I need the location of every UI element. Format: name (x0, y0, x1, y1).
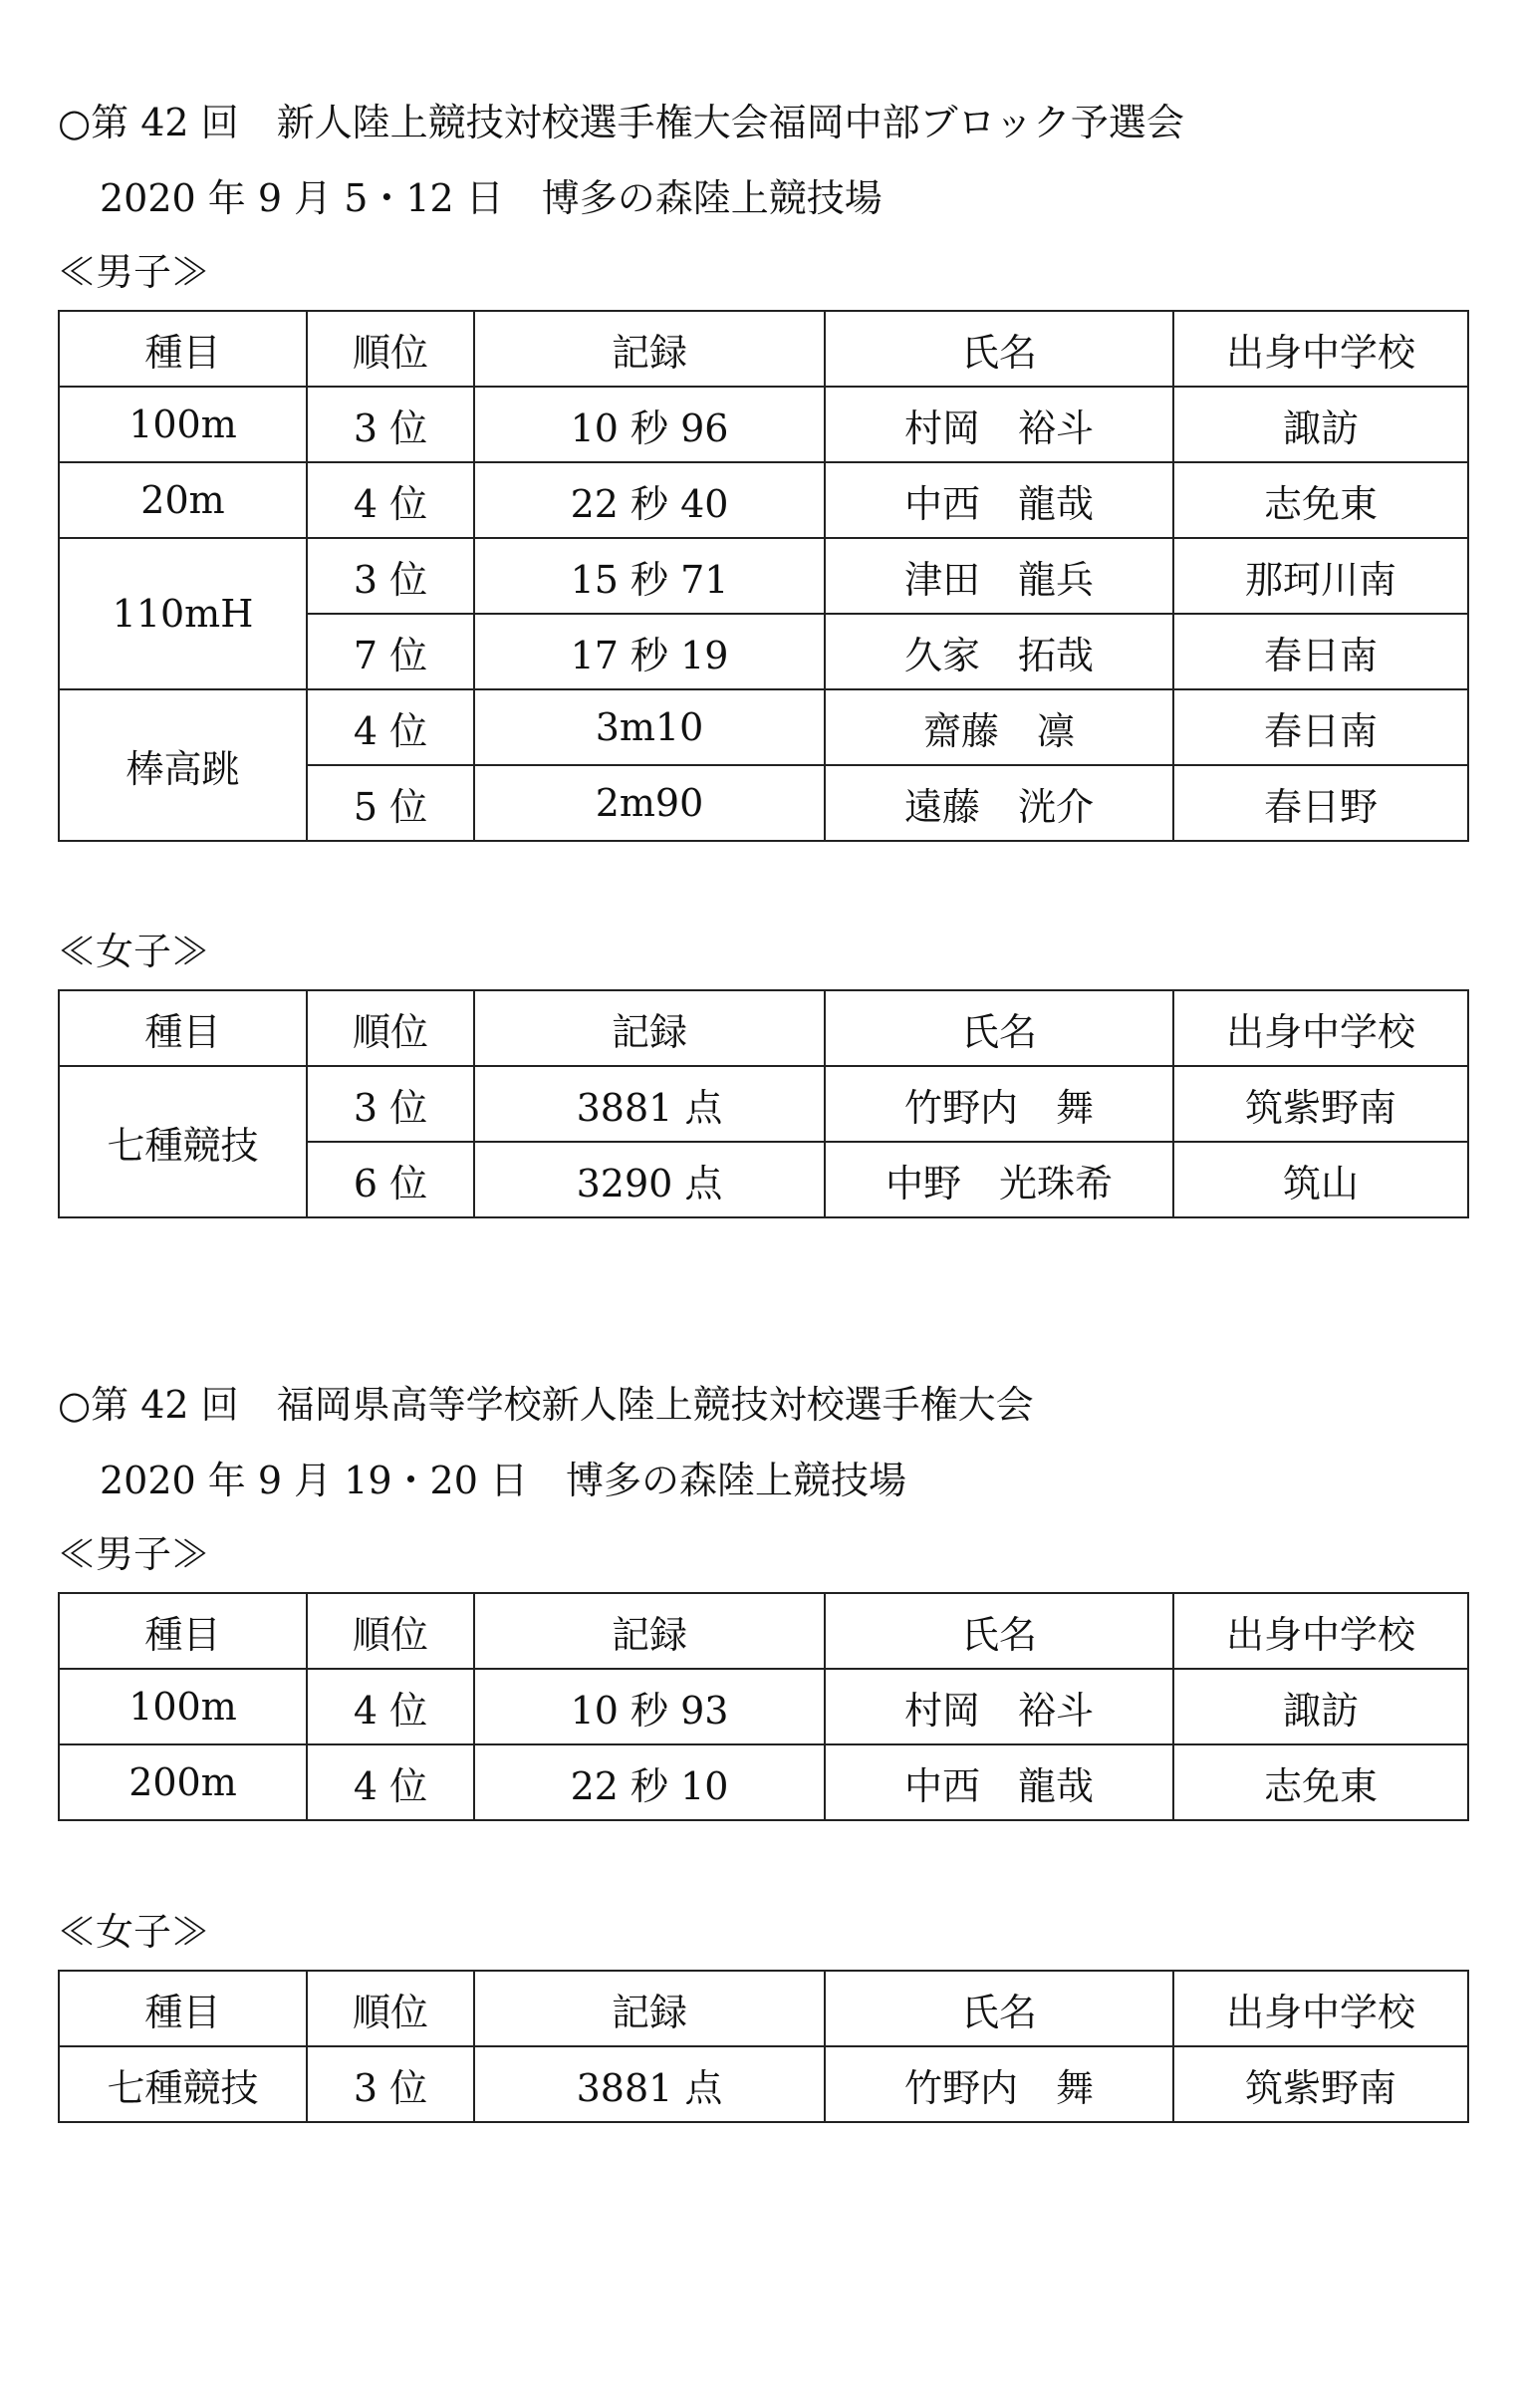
table-header-row (59, 311, 1468, 387)
header-event: 種目 (59, 1971, 307, 2046)
name-cell: 中野 光珠希 (825, 1142, 1173, 1217)
school-cell: 筑山 (1173, 1142, 1468, 1217)
header-school: 出身中学校 (1173, 990, 1468, 1066)
school-cell: 諏訪 (1173, 387, 1468, 462)
school-cell: 春日南 (1173, 689, 1468, 765)
table-header-row (59, 1971, 1468, 2046)
header-name: 氏名 (825, 990, 1173, 1066)
rank-cell: 4 位 (307, 1744, 474, 1820)
name-cell: 津田 龍兵 (825, 538, 1173, 614)
header-event: 種目 (59, 1593, 307, 1669)
table-row (59, 387, 1468, 462)
name-cell: 久家 拓哉 (825, 614, 1173, 689)
header-school: 出身中学校 (1173, 311, 1468, 387)
school-cell: 筑紫野南 (1173, 1066, 1468, 1142)
table-row (59, 1744, 1468, 1820)
rank-cell: 6 位 (307, 1142, 474, 1217)
record-cell: 17 秒 19 (474, 614, 825, 689)
rank-cell: 4 位 (307, 1669, 474, 1744)
meet-2-women-label: ≪女子≫ (58, 1910, 210, 1954)
meet-1-women-table (58, 989, 1469, 1218)
school-cell: 志免東 (1173, 1744, 1468, 1820)
table-header-row (59, 1593, 1468, 1669)
header-name: 氏名 (825, 1593, 1173, 1669)
school-cell: 春日野 (1173, 765, 1468, 841)
name-cell: 村岡 裕斗 (825, 1669, 1173, 1744)
event-cell: 200m (59, 1744, 307, 1820)
event-cell: 110mH (59, 538, 307, 689)
event-cell: 20m (59, 462, 307, 538)
header-rank: 順位 (307, 990, 474, 1066)
school-cell: 那珂川南 (1173, 538, 1468, 614)
meet-2-women-table (58, 1970, 1469, 2123)
meet-1-date-venue: 2020 年 9 月 5・12 日 博多の森陸上競技場 (100, 176, 883, 220)
table-row (59, 462, 1468, 538)
event-cell: 100m (59, 387, 307, 462)
name-cell: 村岡 裕斗 (825, 387, 1173, 462)
rank-cell: 3 位 (307, 387, 474, 462)
school-cell: 志免東 (1173, 462, 1468, 538)
record-cell: 10 秒 93 (474, 1669, 825, 1744)
rank-cell: 3 位 (307, 538, 474, 614)
header-name: 氏名 (825, 311, 1173, 387)
record-cell: 22 秒 10 (474, 1744, 825, 1820)
header-record: 記録 (474, 311, 825, 387)
rank-cell: 4 位 (307, 689, 474, 765)
table-row (59, 689, 1468, 765)
rank-cell: 4 位 (307, 462, 474, 538)
header-event: 種目 (59, 311, 307, 387)
name-cell: 中西 龍哉 (825, 1744, 1173, 1820)
event-cell: 100m (59, 1669, 307, 1744)
rank-cell: 3 位 (307, 2046, 474, 2122)
meet-2-men-label: ≪男子≫ (58, 1532, 210, 1576)
record-cell: 10 秒 96 (474, 387, 825, 462)
event-cell: 棒高跳 (59, 689, 307, 841)
table-row (59, 1066, 1468, 1142)
school-cell: 春日南 (1173, 614, 1468, 689)
meet-2-date-venue: 2020 年 9 月 19・20 日 博多の森陸上競技場 (100, 1459, 906, 1502)
meet-1-men-table (58, 310, 1469, 842)
record-cell: 3290 点 (474, 1142, 825, 1217)
event-cell: 七種競技 (59, 1066, 307, 1217)
meet-1-men-label: ≪男子≫ (58, 250, 210, 294)
meet-1-title: ○第 42 回 新人陸上競技対校選手権大会福岡中部ブロック予選会 (58, 101, 1184, 144)
name-cell: 中西 龍哉 (825, 462, 1173, 538)
header-record: 記録 (474, 1971, 825, 2046)
header-rank: 順位 (307, 311, 474, 387)
record-cell: 15 秒 71 (474, 538, 825, 614)
rank-cell: 3 位 (307, 1066, 474, 1142)
rank-cell: 5 位 (307, 765, 474, 841)
header-rank: 順位 (307, 1593, 474, 1669)
event-cell: 七種競技 (59, 2046, 307, 2122)
header-rank: 順位 (307, 1971, 474, 2046)
meet-1-women-label: ≪女子≫ (58, 930, 210, 973)
table-row (59, 538, 1468, 614)
table-header-row (59, 990, 1468, 1066)
meet-2-men-table (58, 1592, 1469, 1821)
meet-2-title: ○第 42 回 福岡県高等学校新人陸上競技対校選手権大会 (58, 1383, 1034, 1427)
name-cell: 竹野内 舞 (825, 1066, 1173, 1142)
name-cell: 遠藤 洸介 (825, 765, 1173, 841)
header-school: 出身中学校 (1173, 1971, 1468, 2046)
table-row (59, 1669, 1468, 1744)
header-school: 出身中学校 (1173, 1593, 1468, 1669)
header-name: 氏名 (825, 1971, 1173, 2046)
header-event: 種目 (59, 990, 307, 1066)
school-cell: 筑紫野南 (1173, 2046, 1468, 2122)
record-cell: 2m90 (474, 765, 825, 841)
rank-cell: 7 位 (307, 614, 474, 689)
record-cell: 3m10 (474, 689, 825, 765)
header-record: 記録 (474, 990, 825, 1066)
record-cell: 22 秒 40 (474, 462, 825, 538)
name-cell: 齋藤 凛 (825, 689, 1173, 765)
header-record: 記録 (474, 1593, 825, 1669)
name-cell: 竹野内 舞 (825, 2046, 1173, 2122)
record-cell: 3881 点 (474, 1066, 825, 1142)
school-cell: 諏訪 (1173, 1669, 1468, 1744)
record-cell: 3881 点 (474, 2046, 825, 2122)
table-row (59, 2046, 1468, 2122)
